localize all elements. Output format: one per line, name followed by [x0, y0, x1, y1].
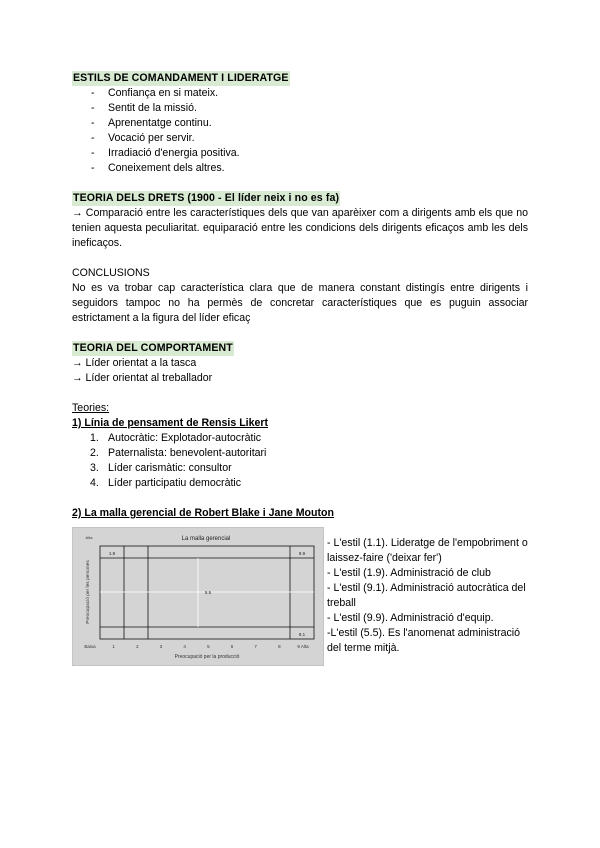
section-teories [72, 401, 528, 491]
list-item: - Confiança en si mateix. [72, 86, 528, 101]
heading-likert: 1) Línia de pensament de Rensis Likert [72, 417, 269, 429]
x-tick-label: 7 [254, 644, 257, 649]
cell-label: 1.9 [108, 551, 116, 556]
teories-label: Teories: [72, 402, 110, 414]
malla-figure-row [72, 527, 528, 667]
x-tick-label: 9 Alta [297, 644, 309, 649]
figure-title: La malla gerencial [181, 536, 231, 542]
heading-estils: ESTILS DE COMANDAMENT I LIDERATGE [73, 72, 289, 84]
description-item: - L'estil (1.1). Lideratge de l'empobriment o laissez-faire ('deixar fer') [327, 537, 528, 564]
list-item: - Sentit de la missió. [72, 101, 528, 116]
x-tick-label: Baixa [84, 644, 96, 649]
list-item: 2. Paternalista: benevolent-autoritari [90, 447, 267, 459]
corner-label: Alta [85, 535, 93, 540]
section-estils [72, 71, 528, 176]
heading-teoria-comportament: TEORIA DEL COMPORTAMENT [73, 342, 233, 354]
document-page [72, 71, 528, 667]
cell-label: 5.5 [204, 590, 212, 595]
x-tick-label: 3 [159, 644, 163, 649]
section-conclusions [72, 266, 528, 326]
likert-list [72, 431, 528, 491]
cell-label: 9.1 [298, 632, 306, 637]
x-tick-label: 6 [230, 644, 234, 649]
managerial-grid-svg [73, 528, 323, 665]
x-tick-label: 2 [136, 644, 139, 649]
managerial-grid-figure [72, 527, 324, 666]
paragraph-teoria-drets: → Comparació entre les característiques dels que van aparèixer com a dirigents amb els que no tenien aquesta peculiaritat. equiparació entre les condicions dels dirigents eficaços amb les dels ineficaços. [72, 207, 528, 249]
malla-descriptions [327, 536, 532, 656]
x-tick-label: 5 [207, 644, 210, 649]
list-item: 3. Líder carismàtic: consultor [90, 462, 232, 474]
x-tick-labels [84, 644, 309, 649]
heading-malla: 2) La malla gerencial de Robert Blake i Jane Mouton [72, 507, 334, 519]
x-tick-label: 4 [183, 644, 186, 649]
section-teoria-comportament [72, 341, 528, 386]
paragraph-conclusions: No es va trobar cap característica clara que de manera constant distingís entre dirigents i seguidors tampoc no ha permès de concretar característiques que es puguin associar estrictament a la figura del líder eficaç [72, 282, 528, 324]
y-axis-label: Preocupació per les persones [86, 560, 91, 624]
description-item: -L'estil (5.5). Es l'anomenat administració del terme mitjà. [327, 627, 521, 654]
section-malla [72, 506, 528, 667]
list-item: - Vocació per servir. [72, 131, 528, 146]
list-item: - Aprenentatge continu. [72, 116, 528, 131]
estils-list [72, 86, 528, 176]
x-tick-label: 1 [112, 644, 115, 649]
list-item: → Líder orientat al treballador [72, 372, 213, 384]
x-tick-label: 8 [278, 644, 281, 649]
description-item: - L'estil (1.9). Administració de club [327, 567, 491, 579]
list-item: 4. Líder participatiu democràtic [90, 477, 242, 489]
cell-label: 9.9 [298, 551, 306, 556]
heading-teoria-drets: TEORIA DELS DRETS (1900 - El líder neix i no es fa) [73, 192, 340, 204]
list-item: - Irradiació d'energia positiva. [72, 146, 528, 161]
list-item: → Líder orientat a la tasca [72, 357, 197, 369]
x-axis-label: Preocupació per la producció [174, 654, 240, 660]
description-item: - L'estil (9.9). Administració d'equip. [327, 612, 494, 624]
list-item: 1. Autocràtic: Explotador-autocràtic [90, 432, 262, 444]
heading-conclusions: CONCLUSIONS [72, 267, 150, 279]
description-item: - L'estil (9.1). Administració autocràtica del treball [327, 582, 526, 609]
list-item: - Coneixement dels altres. [72, 161, 528, 176]
section-teoria-drets [72, 191, 528, 251]
